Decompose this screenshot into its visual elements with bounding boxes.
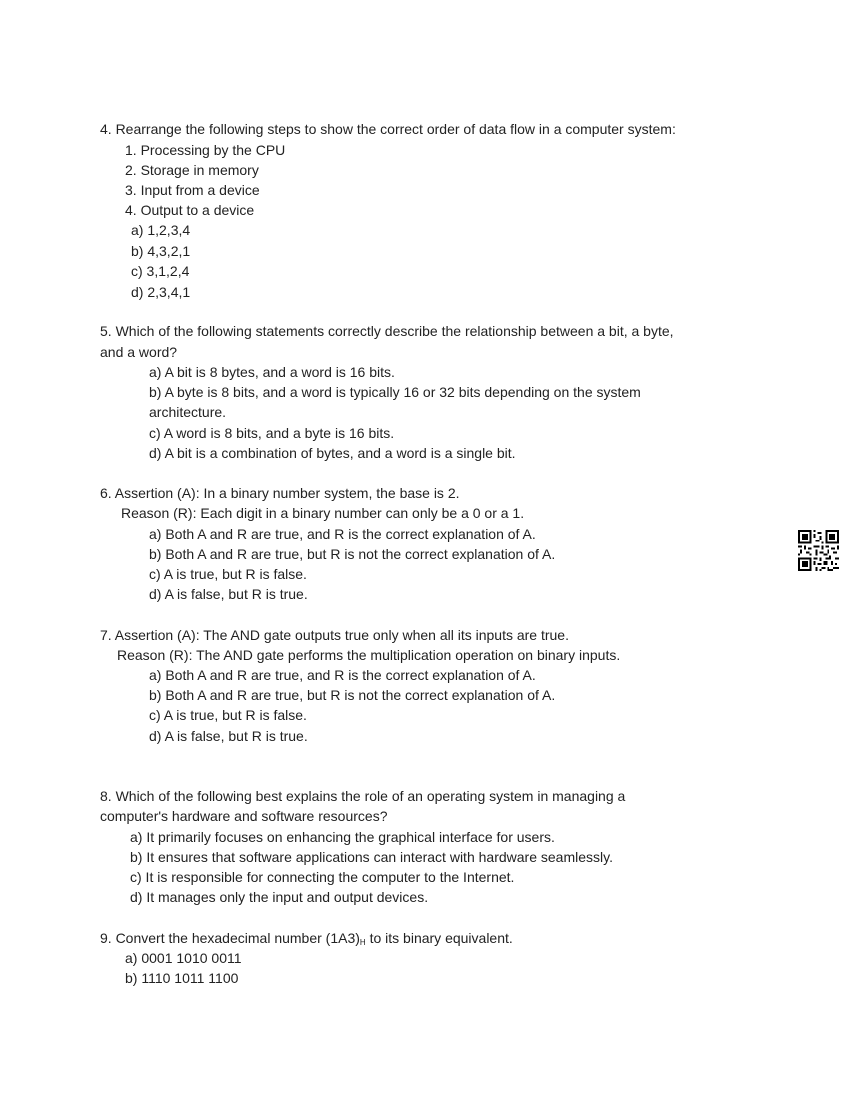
- q7-option-a: a) Both A and R are true, and R is the correct explanation of A.: [149, 667, 536, 683]
- q6-option-c: c) A is true, but R is false.: [149, 566, 307, 582]
- q4-option-b: b) 4,3,2,1: [131, 243, 191, 259]
- q9-option-b: b) 1110 1011 1100: [125, 970, 239, 986]
- q7-option-b: b) Both A and R are true, but R is not the correct explanation of A.: [149, 687, 556, 703]
- q8-stem-line2: computer's hardware and software resources?: [100, 808, 388, 824]
- q5-option-c: c) A word is 8 bits, and a byte is 16 bits.: [149, 425, 395, 441]
- q6-assertion: 6. Assertion (A): In a binary number system, the base is 2.: [100, 485, 460, 501]
- q4-option-d: d) 2,3,4,1: [131, 284, 191, 300]
- qr-code-icon: [798, 530, 839, 571]
- q4-stem: 4. Rearrange the following steps to show the correct order of data flow in a computer system:: [100, 121, 676, 137]
- q4-step: 1. Processing by the CPU: [125, 142, 286, 158]
- q8-stem-line1: 8. Which of the following best explains the role of an operating system in managing a: [100, 788, 626, 804]
- q6-reason: Reason (R): Each digit in a binary number can only be a 0 or a 1.: [121, 505, 525, 521]
- q5-option-d: d) A bit is a combination of bytes, and a word is a single bit.: [149, 445, 516, 461]
- q8-option-a: a) It primarily focuses on enhancing the graphical interface for users.: [130, 829, 555, 845]
- q5-option-a: a) A bit is 8 bytes, and a word is 16 bits.: [149, 364, 395, 380]
- q8-option-c: c) It is responsible for connecting the computer to the Internet.: [130, 869, 515, 885]
- q5-stem-line2: and a word?: [100, 344, 178, 360]
- q4-step: 3. Input from a device: [125, 182, 260, 198]
- q5-option-b-cont: architecture.: [149, 404, 227, 420]
- q9-stem-subscript: H: [359, 938, 366, 947]
- q6-option-a: a) Both A and R are true, and R is the correct explanation of A.: [149, 526, 536, 542]
- q9-stem-before: 9. Convert the hexadecimal number (1A3): [100, 930, 360, 946]
- q7-reason: Reason (R): The AND gate performs the multiplication operation on binary inputs.: [117, 647, 621, 663]
- q7-option-c: c) A is true, but R is false.: [149, 707, 307, 723]
- q7-option-d: d) A is false, but R is true.: [149, 728, 308, 744]
- q9-option-a: a) 0001 1010 0011: [125, 950, 242, 966]
- q8-option-b: b) It ensures that software applications can interact with hardware seamlessly.: [130, 849, 613, 865]
- q4-option-a: a) 1,2,3,4: [131, 222, 191, 238]
- q8-option-d: d) It manages only the input and output devices.: [130, 889, 429, 905]
- q9-stem-after: to its binary equivalent.: [365, 930, 513, 946]
- q7-assertion: 7. Assertion (A): The AND gate outputs true only when all its inputs are true.: [100, 627, 569, 643]
- q4-option-c: c) 3,1,2,4: [131, 263, 190, 279]
- q6-option-b: b) Both A and R are true, but R is not the correct explanation of A.: [149, 546, 556, 562]
- q5-option-b: b) A byte is 8 bits, and a word is typically 16 or 32 bits depending on the system: [149, 384, 641, 400]
- q4-step: 2. Storage in memory: [125, 162, 259, 178]
- q6-option-d: d) A is false, but R is true.: [149, 586, 308, 602]
- q5-stem-line1: 5. Which of the following statements correctly describe the relationship between a bit, a byte,: [100, 323, 674, 339]
- q4-step: 4. Output to a device: [125, 202, 255, 218]
